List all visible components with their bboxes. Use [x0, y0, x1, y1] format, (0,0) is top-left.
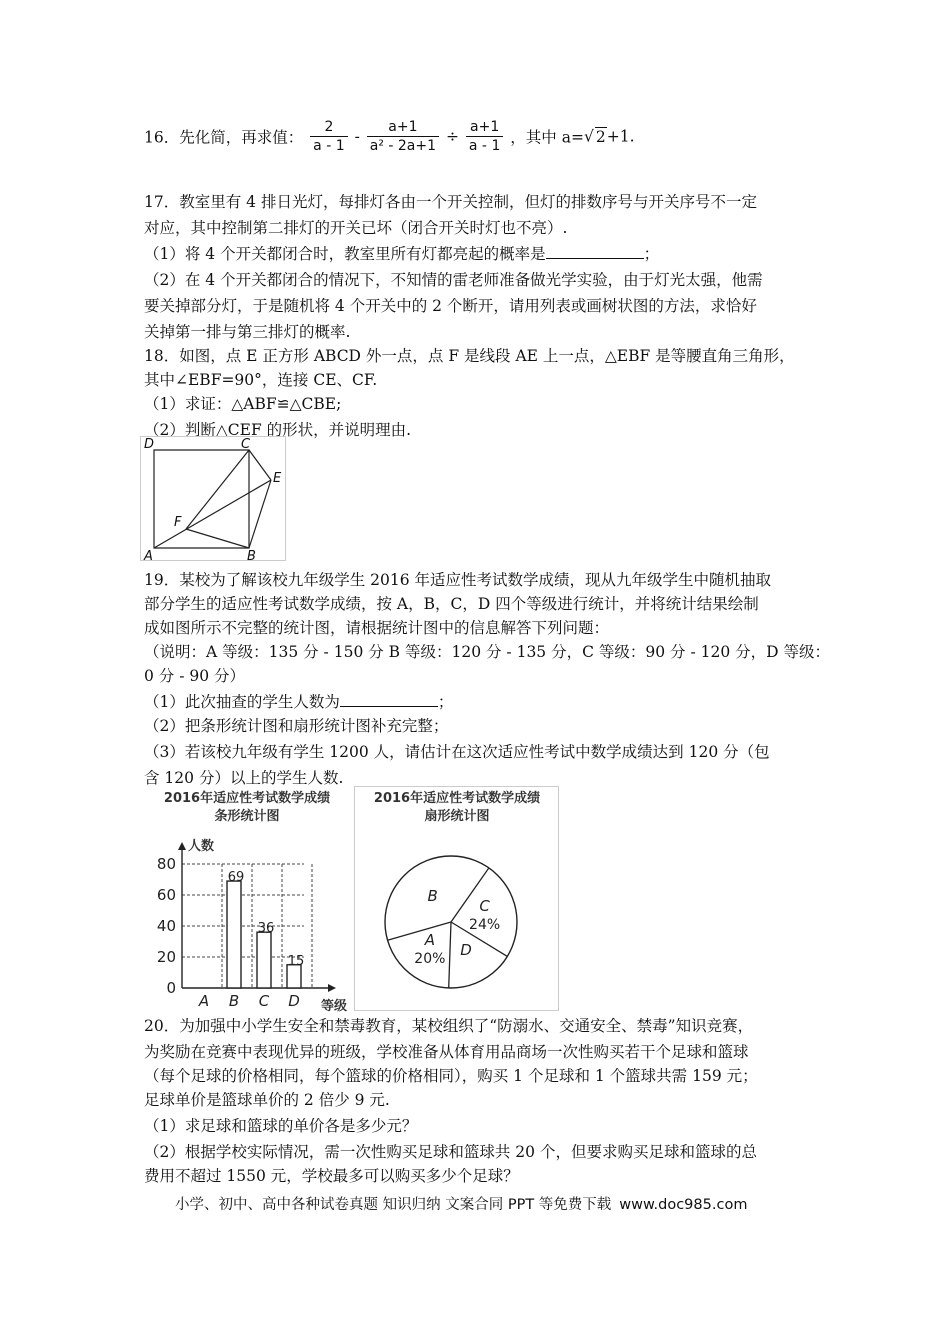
y-tick-label: 80 — [156, 855, 176, 873]
sqrt-symbol: √ — [583, 127, 594, 146]
bar-chart-title: 2016年适应性考试数学成绩 — [163, 791, 331, 806]
geometry-figure — [140, 436, 288, 564]
pie-chart-subtitle: 扇形统计图 — [424, 809, 490, 824]
x-axis-label: 等级 — [321, 999, 348, 1012]
q17-line-1: 17．教室里有 4 排日光灯，每排灯各由一个开关控制，但灯的排数序号与开关序号不一定 — [144, 193, 757, 211]
q20-line-3: （每个足球的价格相同，每个篮球的价格相同），购买 1 个足球和 1 个篮球共需 159 元； — [144, 1067, 758, 1085]
label-c: C — [241, 437, 251, 452]
x-tick-label: A — [198, 992, 210, 1010]
q19-line-3: 成如图所示不完整的统计图，请根据统计图中的信息解答下列问题： — [144, 619, 610, 637]
sqrt-radicand: 2 — [595, 128, 606, 146]
q16-fraction-1: $\frac{2}{a - 1}$ — [310, 118, 347, 155]
q16-divide: ÷ — [445, 127, 459, 146]
footer-text: 小学、初中、高中各种试卷真题 知识归纳 文案合同 PPT 等免费下载 — [175, 1197, 612, 1213]
q16-label: 16．先化简，再求值： — [144, 128, 304, 147]
bar-value-label: 15 — [287, 953, 305, 969]
q19-line-5: 0 分 - 90 分） — [144, 667, 246, 685]
y-tick-label: 60 — [156, 886, 176, 904]
y-axis-label: 人数 — [188, 839, 215, 854]
q19-line-4: （说明：A 等级：135 分 - 150 分 B 等级：120 分 - 135 分，C 等级：90 分 - 120 分，D 等级： — [144, 643, 830, 661]
q20-part-2-line-2: 费用不超过 1550 元，学校最多可以购买多少个足球？ — [144, 1167, 519, 1185]
footer — [175, 1193, 747, 1214]
answer-blank — [340, 692, 438, 707]
bar-value-label: 36 — [257, 921, 275, 937]
q20-line-1: 20．为加强中小学生安全和禁毒教育，某校组织了“防溺水、交通安全、禁毒”知识竞赛， — [144, 1017, 754, 1035]
label-e: E — [273, 471, 282, 486]
q19-part-3-line-2: 含 120 分）以上的学生人数. — [144, 769, 344, 787]
segment-cf — [186, 450, 249, 529]
x-tick-label: D — [288, 992, 300, 1010]
q19-part-3-line-1: （3）若该校九年级有学生 1200 人，请估计在这次适应性考试中数学成绩达到 120 分（包 — [144, 743, 770, 761]
q16-fraction-3: $\frac{a+1}{a - 1}$ — [466, 118, 503, 155]
label-a: A — [144, 549, 153, 564]
segment-bf — [186, 529, 249, 548]
pie-slices — [385, 856, 517, 988]
label-f: F — [174, 515, 182, 530]
q18-part-1: （1）求证：△ABF≌△CBE; — [144, 395, 342, 413]
pie-label-A: A — [424, 931, 436, 950]
q18-line-1: 18．如图，点 E 正方形 ABCD 外一点，点 F 是线段 AE 上一点，△EBF 是等腰直角三角形， — [144, 347, 795, 365]
q17-part-2-line-1: （2）在 4 个开关都闭合的情况下，不知情的雷老师准备做光学实验，由于灯光太强，他需 — [144, 271, 763, 289]
label-b: B — [247, 549, 256, 564]
bar-B — [227, 881, 241, 988]
bar-C — [257, 932, 271, 988]
q16-minus: - — [354, 127, 360, 146]
label-d: D — [144, 437, 155, 452]
footer-link[interactable]: www.doc985.com — [619, 1197, 748, 1213]
q19-line-1: 19．某校为了解该校九年级学生 2016 年适应性考试数学成绩，现从九年级学生中随机抽取 — [144, 571, 772, 589]
pie-percent-A: 20% — [414, 951, 446, 968]
q20-part-2-line-1: （2）根据学校实际情况，需一次性购买足球和篮球共 20 个，但要求购买足球和篮球的总 — [144, 1143, 757, 1161]
q20-line-4: 足球单价是篮球单价的 2 倍少 9 元. — [144, 1091, 390, 1109]
segment-ae — [154, 480, 271, 548]
q17-part-1: （1）将 4 个开关都闭合时，教室里所有灯都亮起的概率是 ； — [144, 245, 660, 263]
figure-frame — [141, 437, 286, 561]
x-axis-arrow — [328, 984, 336, 992]
q19-part-2: （2）把条形统计图和扇形统计图补充完整； — [144, 717, 449, 735]
q20-line-2: 为奖励在竞赛中表现优异的班级，学校准备从体育用品商场一次性购买若干个足球和篮球 — [144, 1043, 749, 1061]
q17-line-2: 对应，其中控制第二排灯的开关已坏（闭合开关时灯也不亮）. — [144, 219, 568, 237]
pie-percent-C: 24% — [469, 916, 501, 933]
q17-part-2-line-3: 关掉第一排与第三排灯的概率. — [144, 323, 351, 341]
pie-label-D: D — [460, 940, 472, 959]
bar-value-label: 69 — [227, 870, 245, 886]
q16-where: ，其中 a= — [510, 128, 584, 147]
bar-chart-subtitle: 条形统计图 — [214, 809, 280, 824]
q19-part-1: （1）此次抽查的学生人数为 ； — [144, 693, 454, 711]
segment-ce — [249, 450, 271, 480]
x-tick-label: B — [228, 992, 240, 1010]
q18-line-2: 其中∠EBF=90°，连接 CE、CF. — [144, 371, 378, 389]
q20-part-1: （1）求足球和篮球的单价各是多少元？ — [144, 1117, 418, 1135]
pie-label-C: C — [479, 896, 490, 915]
pie-label-B: B — [427, 887, 438, 906]
bar-chart — [140, 786, 354, 1012]
q17-part-2-line-2: 要关掉部分灯，于是随机将 4 个开关中的 2 个断开，请用列表或画树状图的方法，求恰好 — [144, 297, 757, 315]
y-tick-label: 20 — [156, 948, 176, 966]
q18-part-2: （2）判断△CEF 的形状，并说明理由. — [144, 421, 412, 439]
pie-chart-title: 2016年适应性考试数学成绩 — [373, 791, 541, 806]
y-tick-label: 40 — [156, 917, 176, 935]
pie-chart — [354, 786, 560, 1012]
answer-blank — [546, 244, 644, 259]
x-tick-label: C — [258, 992, 270, 1010]
q16-tail: +1. — [606, 127, 635, 146]
q19-line-2: 部分学生的适应性考试数学成绩，按 A，B，C，D 四个等级进行统计，并将统计结果绘制 — [144, 595, 759, 613]
question-16 — [144, 118, 635, 155]
q16-fraction-2: $\frac{a+1}{\text{a² - 2a+1}}$ — [367, 118, 439, 155]
bar-chart-bars — [227, 870, 304, 988]
y-axis-arrow — [178, 842, 186, 850]
y-tick-label: 0 — [166, 979, 176, 997]
